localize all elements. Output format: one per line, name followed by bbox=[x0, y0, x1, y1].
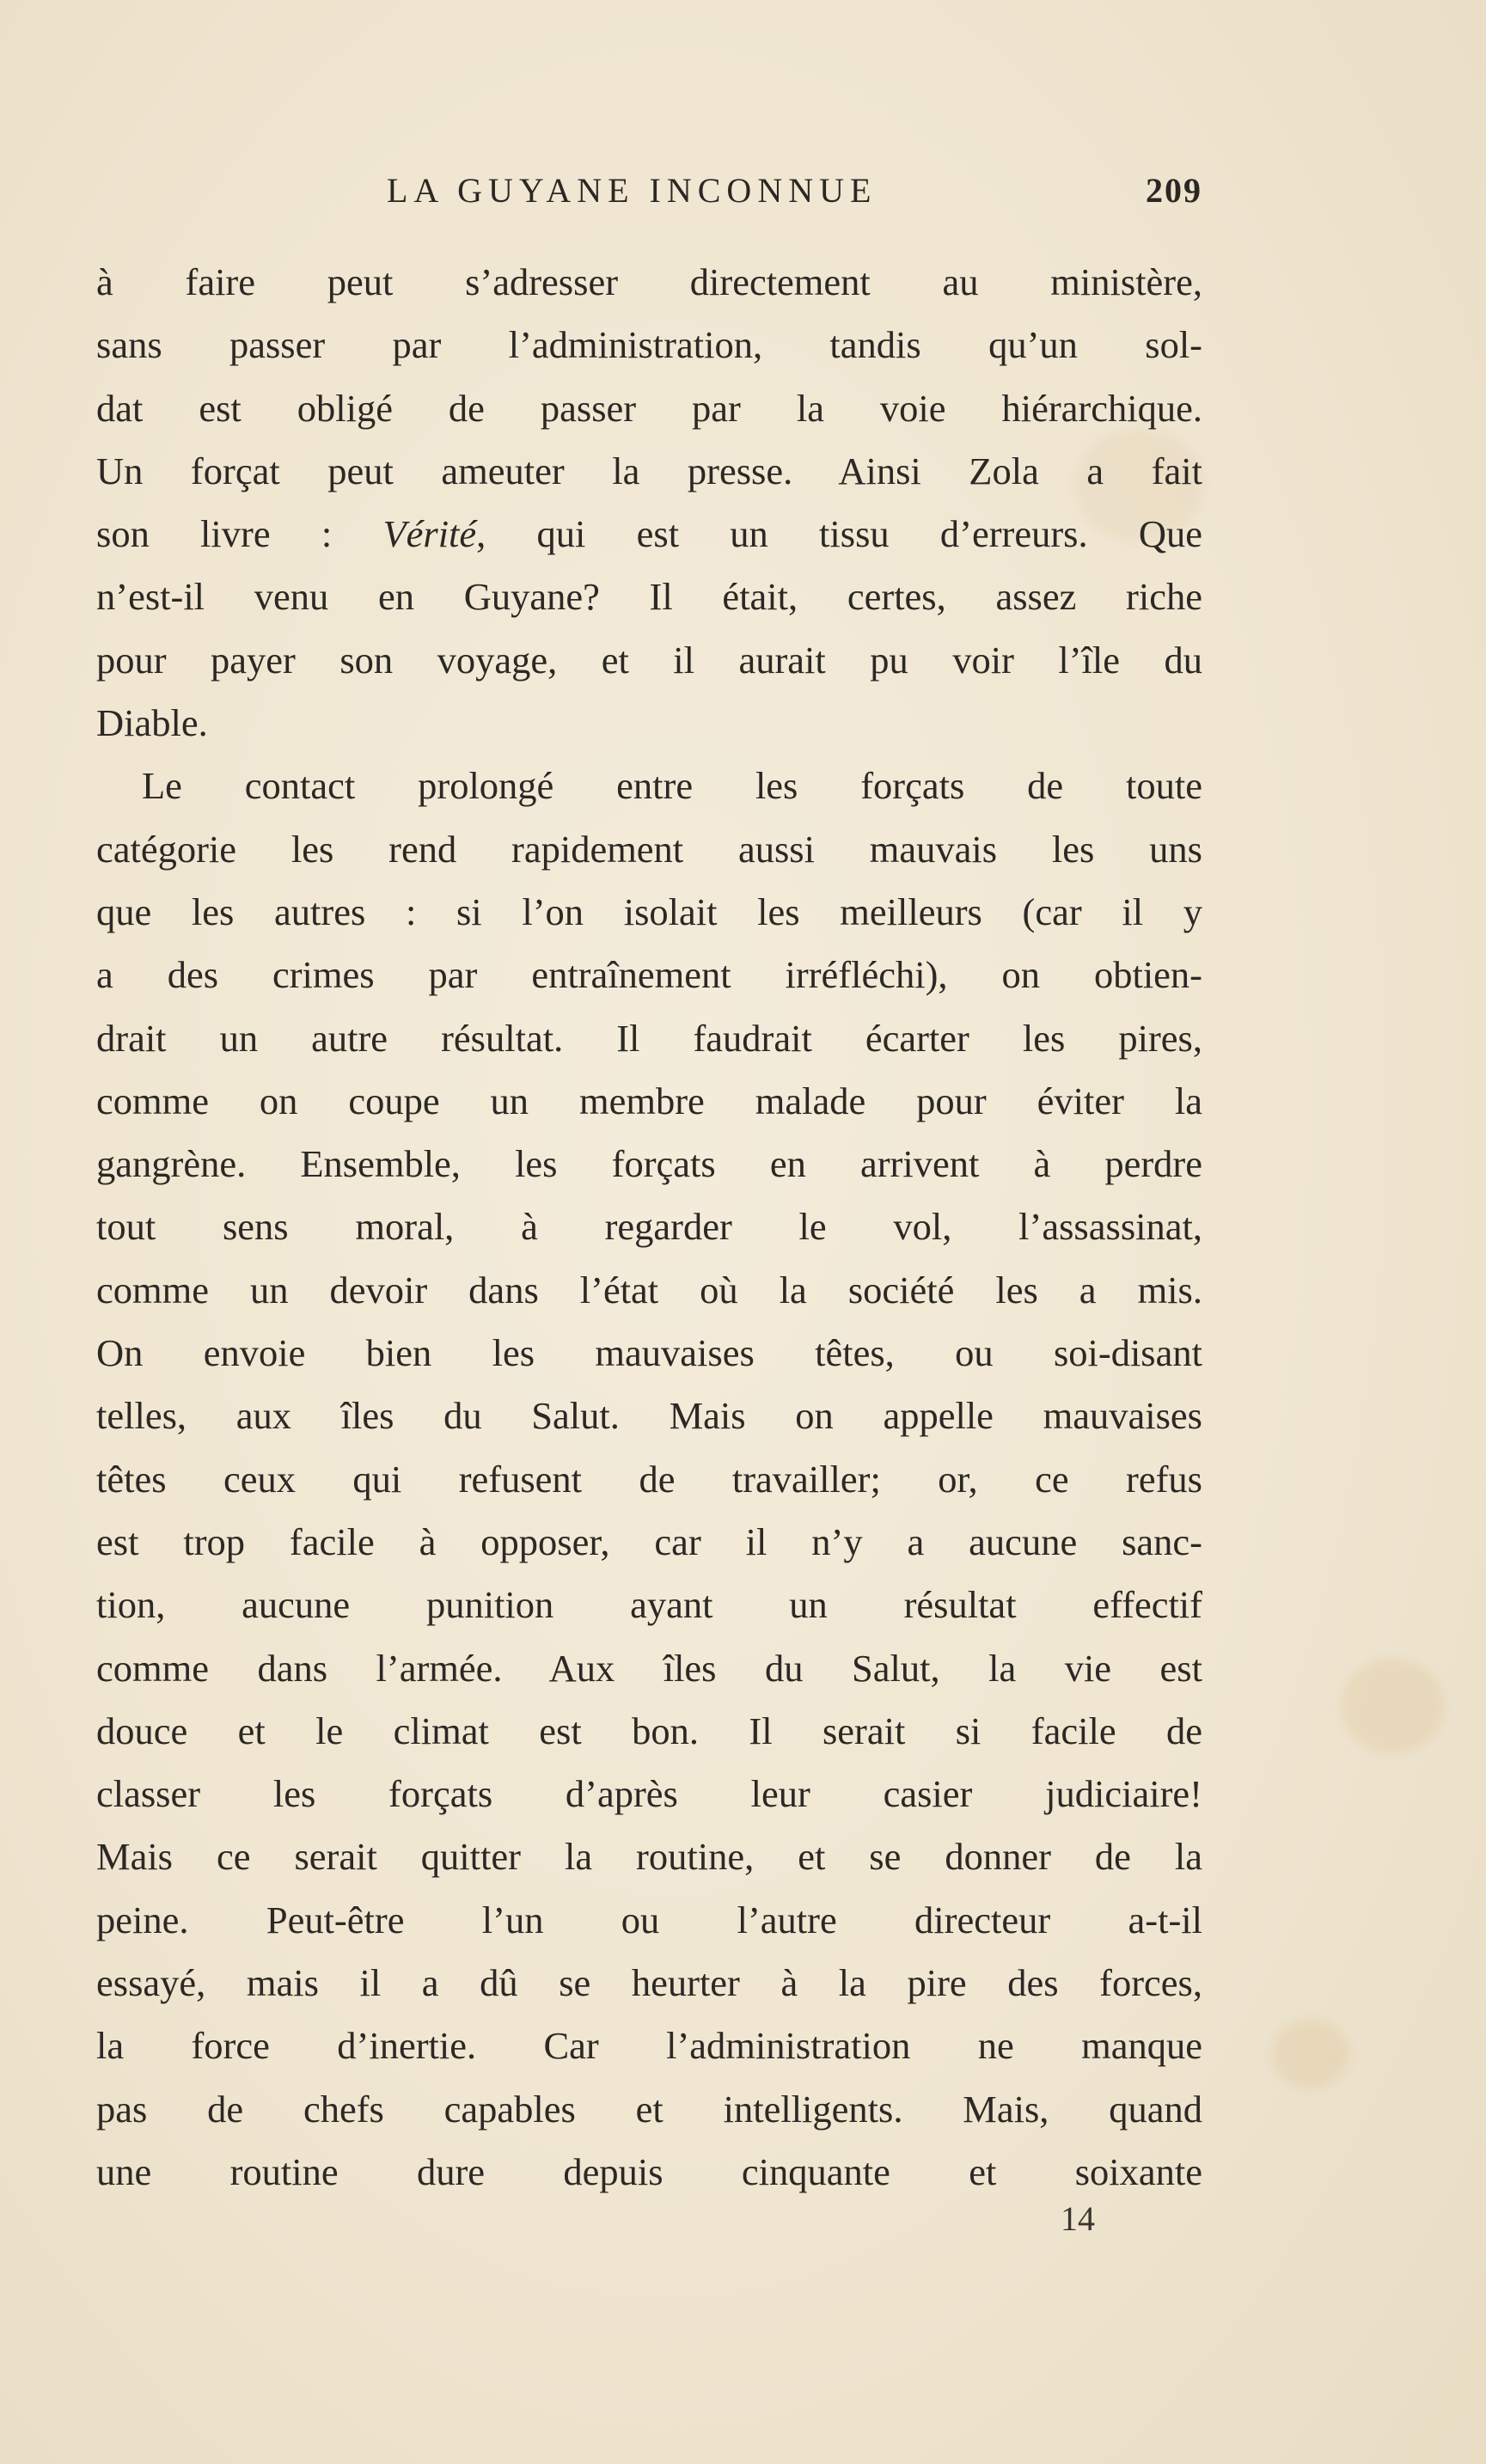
text-line: tion, aucune punition ayant un résultat effectif bbox=[96, 1583, 1202, 1627]
text-line: sans passer par l’administration, tandis qu’un sol- bbox=[96, 323, 1202, 367]
text-line: Diable. bbox=[96, 701, 208, 745]
text-line: catégorie les rend rapidement aussi mauvais les uns bbox=[96, 827, 1202, 871]
text-line: la force d’inertie. Car l’administration ne manque bbox=[96, 2024, 1202, 2068]
text-line: a des crimes par entraînement irréfléchi), on obtien- bbox=[96, 953, 1202, 997]
text-line: est trop facile à opposer, car il n’y a aucune sanc- bbox=[96, 1519, 1202, 1563]
text-line: tout sens moral, à regarder le vol, l’assassinat, bbox=[96, 1205, 1202, 1249]
text-line: comme un devoir dans l’état où la société les a mis. bbox=[96, 1268, 1202, 1311]
text-line: gangrène. Ensemble, les forçats en arrivent à perdre bbox=[96, 1142, 1202, 1186]
text-line: une routine dure depuis cinquante et soixante bbox=[96, 2149, 1202, 2193]
text-line: son livre : Vérité, qui est un tissu d’erreurs. Que bbox=[96, 512, 1202, 556]
signature-mark: 14 bbox=[1061, 2199, 1095, 2238]
text-line: douce et le climat est bon. Il serait si facile de bbox=[96, 1709, 1202, 1752]
text-line: comme dans l’armée. Aux îles du Salut, la vie est bbox=[96, 1646, 1202, 1690]
text-line: comme on coupe un membre malade pour éviter la bbox=[96, 1079, 1202, 1122]
text-line: que les autres : si l’on isolait les meilleurs (car il y bbox=[96, 890, 1202, 933]
text-line: telles, aux îles du Salut. Mais on appelle mauvaises bbox=[96, 1394, 1202, 1438]
text-line: essayé, mais il a dû se heurter à la pire des forces, bbox=[96, 1961, 1202, 2005]
book-title-italic: Vérité bbox=[382, 512, 477, 556]
page-number: 209 bbox=[1146, 171, 1202, 210]
text-line: classer les forçats d’après leur casier judiciaire! bbox=[96, 1772, 1202, 1816]
text-line: Le contact prolongé entre les forçats de toute bbox=[142, 764, 1202, 808]
text-line: drait un autre résultat. Il faudrait écarter les pires, bbox=[96, 1016, 1202, 1060]
text-line: Un forçat peut ameuter la presse. Ainsi Zola a fait bbox=[96, 449, 1202, 492]
text-line: On envoie bien les mauvaises têtes, ou soi-disant bbox=[96, 1331, 1202, 1375]
page-header bbox=[96, 170, 1202, 222]
text-line: dat est obligé de passer par la voie hiérarchique. bbox=[96, 386, 1202, 430]
text-line: pas de chefs capables et intelligents. Mais, quand bbox=[96, 2087, 1202, 2131]
text-line: Mais ce serait quitter la routine, et se donner de la bbox=[96, 1835, 1202, 1879]
text-line: têtes ceux qui refusent de travailler; or, ce refus bbox=[96, 1457, 1202, 1501]
text-line: pour payer son voyage, et il aurait pu voir l’île du bbox=[96, 638, 1202, 682]
running-title: LA GUYANE INCONNUE bbox=[387, 171, 878, 210]
body-text bbox=[96, 251, 1202, 2204]
text-line: n’est-il venu en Guyane? Il était, certes, assez riche bbox=[96, 575, 1202, 619]
text-line: à faire peut s’adresser directement au ministère, bbox=[96, 260, 1202, 303]
text-line: peine. Peut-être l’un ou l’autre directeur a-t-il bbox=[96, 1898, 1202, 1941]
